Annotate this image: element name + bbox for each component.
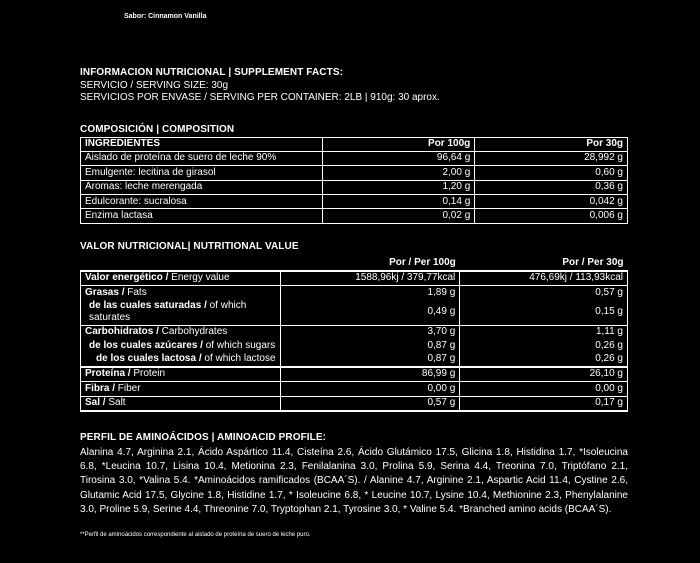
ingredient-per-100g: 0,14 g xyxy=(322,195,475,209)
nutrient-label xyxy=(81,325,281,339)
serving-size: SERVICIO / SERVING SIZE: 30g xyxy=(80,79,229,91)
ingredient-name: Edulcorante: sucralosa xyxy=(81,195,323,209)
nutrient-label xyxy=(81,382,281,396)
composition-header-ingredients: INGREDIENTES xyxy=(81,137,323,151)
ingredient-per-30g: 28,992 g xyxy=(475,151,628,165)
ingredient-per-100g: 96,64 g xyxy=(322,151,475,165)
table-row xyxy=(81,300,628,326)
nutrition-header-30g: Por / Per 30g xyxy=(562,256,624,268)
nutrient-label-es: Sal / xyxy=(85,397,106,409)
nutrient-per-30g: 26,10 g xyxy=(460,367,628,382)
nutrient-per-100g: 3,70 g xyxy=(280,325,460,339)
ingredient-per-30g: 0,006 g xyxy=(475,209,628,223)
nutrient-label xyxy=(81,300,281,326)
nutrient-per-30g: 1,11 g xyxy=(460,325,628,339)
nutrient-per-100g: 0,57 g xyxy=(280,396,460,411)
composition-header-30g: Por 30g xyxy=(475,137,628,151)
nutrient-per-30g: 0,17 g xyxy=(460,396,628,411)
nutrient-label xyxy=(81,367,281,382)
nutrient-per-30g: 0,26 g xyxy=(460,352,628,366)
composition-block xyxy=(80,124,628,224)
ingredient-per-30g: 0,60 g xyxy=(475,166,628,180)
table-row xyxy=(81,166,628,180)
nutrition-block xyxy=(80,241,628,412)
nutrient-per-100g: 0,00 g xyxy=(280,382,460,396)
nutrition-header-blank xyxy=(81,257,281,271)
table-row xyxy=(81,325,628,339)
aminoacid-footnote: **Perfil de aminoácidos correspondiente al aislado de proteína de suero de leche puro. xyxy=(80,532,311,538)
ingredient-per-30g: 0,042 g xyxy=(475,195,628,209)
composition-title: COMPOSICIÓN | COMPOSITION xyxy=(80,124,235,135)
nutrient-label-en: of which lactose xyxy=(201,352,276,364)
nutrient-label xyxy=(81,271,281,286)
nutrition-title: VALOR NUTRICIONAL| NUTRITIONAL VALUE xyxy=(80,241,299,252)
supplement-facts-title: INFORMACION NUTRICIONAL | SUPPLEMENT FACTS: xyxy=(80,67,344,78)
ingredient-per-100g: 2,00 g xyxy=(322,166,475,180)
nutrient-label-es: de los cuales azúcares / xyxy=(89,339,203,351)
composition-header-row xyxy=(81,137,628,151)
table-row xyxy=(81,396,628,411)
nutrient-label-en: Energy value xyxy=(168,272,230,284)
nutrient-label-es: de las cuales saturadas / xyxy=(89,299,207,311)
nutrient-per-100g: 1,89 g xyxy=(280,286,460,300)
table-row xyxy=(81,382,628,396)
composition-header-100g: Por 100g xyxy=(322,137,475,151)
nutrient-label-es: Carbohidratos / xyxy=(85,326,159,338)
table-row xyxy=(81,339,628,352)
servings-per-container: SERVICIOS POR ENVASE / SERVING PER CONTAINER: 2LB | 910g: 30 aprox. xyxy=(80,92,440,103)
nutrition-table xyxy=(80,257,628,413)
table-row xyxy=(81,180,628,194)
nutrient-per-100g: 0,87 g xyxy=(280,352,460,366)
ingredient-name: Aromas: leche merengada xyxy=(81,180,323,194)
nutrient-per-100g: 0,87 g xyxy=(280,339,460,352)
nutrient-per-30g: 0,00 g xyxy=(460,382,628,396)
nutrient-label-en: of which sugars xyxy=(202,339,276,351)
nutrient-per-30g: 0,26 g xyxy=(460,339,628,352)
ingredient-name: Enzima lactasa xyxy=(81,209,323,223)
table-row xyxy=(81,367,628,382)
table-row xyxy=(81,151,628,165)
nutrient-per-30g: 476,69kj / 113,93kcal xyxy=(460,271,628,286)
nutrient-label-en: Carbohydrates xyxy=(158,326,228,338)
flavor-label: Sabor: Cinnamon Vanilla xyxy=(124,13,207,20)
nutrient-label xyxy=(81,339,281,352)
nutrient-label-en: Salt xyxy=(105,397,126,409)
nutrient-label-es: de los cuales lactosa / xyxy=(96,352,202,364)
ingredient-name: Emulgente: lecitina de girasol xyxy=(81,166,323,180)
aminoacid-title: PERFIL DE AMINOÁCIDOS | AMINOACID PROFILE: xyxy=(80,432,327,443)
ingredient-per-30g: 0,36 g xyxy=(475,180,628,194)
nutrient-label-es: Valor energético / xyxy=(85,272,169,284)
aminoacid-profile-text: Alanina 4.7, Arginina 2.1, Ácido Aspártico 11.4, Cisteína 2.6, Ácido Glutámico 17.5, Glicina 1.8, Histidina 1.7, *Isoleucina 6.8, *Leucina 10.7, Lisina 10.4, Metionina 2.3, Fenilalanina 3.0, Prolina 5.9, Serina 4.4, Treonina 7.0, Triptófano 2.1, Tirosina 3.0, *Valina 5.4. *Aminoácidos ramificados (BCAA´S). / Alanine 4.7, Arginine 2.1, Aspartic Acid 11.4, Cystine 2.6, Glutamic Acid 17.5, Glycine 1.8, Histidine 1.7, * Isoleucine 6.8, * Leucine 10.7, Lysine 10.4, Methionine 2.3, Phenylalanine 3.0, Proline 5.9, Serine 4.4, Threonine 7.0, Tryptophan 2.1, Tyrosine 3.0, * Valine 5.4. *Branched amino acids (BCAA´S). xyxy=(80,447,628,515)
ingredient-per-100g: 1,20 g xyxy=(322,180,475,194)
nutrient-label-en: of which saturates xyxy=(89,299,247,324)
nutrient-label-en: Fats xyxy=(124,286,147,298)
nutrient-label-en: Protein xyxy=(130,368,166,380)
nutrient-per-100g: 0,49 g xyxy=(280,300,460,326)
ingredient-per-100g: 0,02 g xyxy=(322,209,475,223)
table-row xyxy=(81,352,628,366)
nutrient-label-es: Proteína / xyxy=(85,368,131,380)
aminoacid-title-block xyxy=(80,432,628,445)
table-row xyxy=(81,195,628,209)
nutrient-per-30g: 0,15 g xyxy=(460,300,628,326)
nutrient-label xyxy=(81,352,281,366)
nutrient-label-es: Fibra / xyxy=(85,382,116,394)
supplement-facts-block xyxy=(80,67,628,105)
table-row xyxy=(81,209,628,223)
table-row xyxy=(81,271,628,286)
nutrient-label xyxy=(81,396,281,411)
nutrient-per-100g: 1588,96kj / 379,77kcal xyxy=(280,271,460,286)
nutrient-label-en: Fiber xyxy=(115,382,141,394)
table-row xyxy=(81,286,628,300)
nutrition-header-100g: Por / Per 100g xyxy=(389,256,456,268)
ingredient-name: Aislado de proteína de suero de leche 90% xyxy=(81,151,323,165)
nutrient-label-es: Grasas / xyxy=(85,286,125,298)
nutrient-per-30g: 0,57 g xyxy=(460,286,628,300)
composition-table xyxy=(80,137,628,224)
nutrition-header-row xyxy=(81,257,628,271)
nutrient-per-100g: 86,99 g xyxy=(280,367,460,382)
nutrient-label xyxy=(81,286,281,300)
